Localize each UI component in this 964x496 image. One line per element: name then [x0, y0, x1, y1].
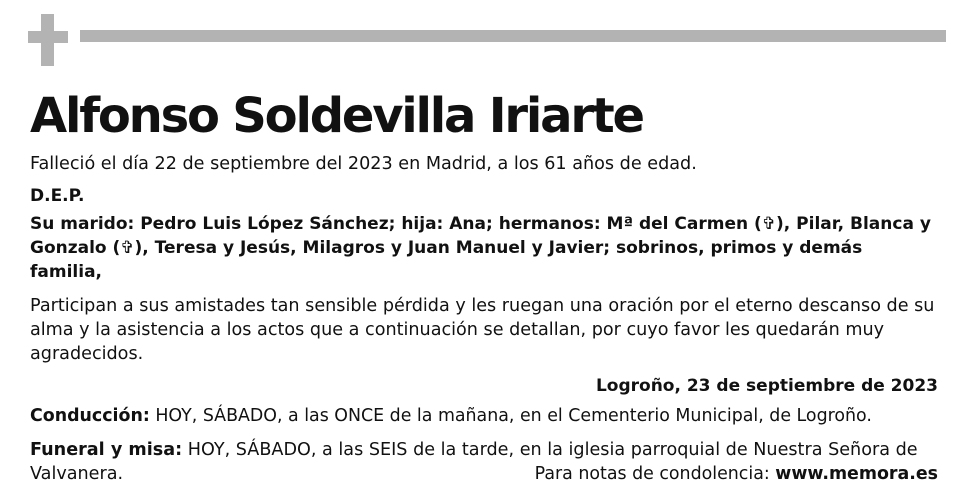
announcement-text: Participan a sus amistades tan sensible pérdida y les ruegan una oración por el eterno descanso de su alma y la asistencia a los actos que a continuación se detallan, por cuyo favor les quedarán muy agradecidos. — [30, 296, 935, 364]
deceased-name: Alfonso Soldevilla Iriarte — [30, 88, 643, 144]
conduccion-line — [30, 404, 940, 428]
header-rule — [80, 30, 946, 42]
funeral-text: HOY, SÁBADO, a las SEIS de la tarde, en la iglesia parroquial de Nuestra Señora de Valvanera. — [30, 440, 918, 484]
place-date: Logroño, 23 de septiembre de 2023 — [595, 376, 938, 396]
conduccion-text: HOY, SÁBADO, a las ONCE de la mañana, en el Cementerio Municipal, de Logroño. — [149, 406, 872, 426]
family-list: Su marido: Pedro Luis López Sánchez; hija: Ana; hermanos: Mª del Carmen (✞), Pilar, Blanca y Gonzalo (✞), Teresa y Jesús, Milagros y Juan Manuel y Javier; sobrinos, primos y demás familia, — [30, 214, 931, 282]
condolence-label: Para notas de condolencia: — [534, 464, 776, 484]
conduccion-label: Conducción: — [30, 406, 150, 426]
cross-icon — [28, 14, 68, 66]
condolence-line — [535, 462, 938, 486]
dep-text: D.E.P. — [30, 186, 85, 206]
funeral-label: Funeral y misa: — [30, 440, 183, 460]
condolence-site-link[interactable]: www.memora.es — [775, 464, 938, 484]
death-notice: Falleció el día 22 de septiembre del 2023 en Madrid, a los 61 años de edad. — [30, 154, 697, 174]
